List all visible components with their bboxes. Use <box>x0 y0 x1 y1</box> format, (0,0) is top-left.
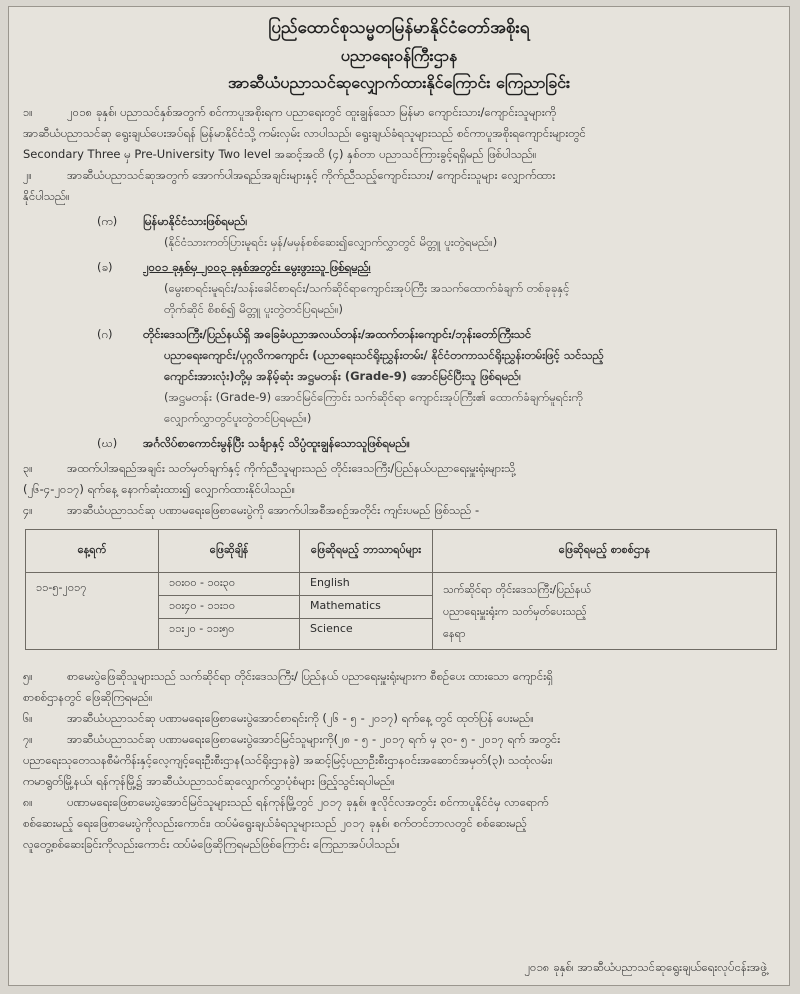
header-date: နေ့ရက် <box>26 530 159 573</box>
cell-time: ၁၀း၀၀ - ၁၀း၃၀ <box>159 573 300 596</box>
para-1-line-2: အာဆီယံပညာသင်ဆု ရွေးချယ်ပေးအပ်ရန် မြန်မာနိုင်ငံသို့ ကမ်းလှမ်း လာပါသည်၊ ရွေးချယ်ခံရသူများသည် စင်ကာပူအစိုးရကျောင်းများတွင် <box>23 126 586 140</box>
header-time: ဖြေဆိုချိန် <box>159 530 300 573</box>
paragraph-7 <box>23 729 775 792</box>
para-2-line-1: အာဆီယံပညာသင်ဆုအတွက် အောက်ပါအရည်အချင်းများနှင့် ကိုက်ညီသည့်ကျောင်းသား/ ကျောင်းသူများ လျှောက်ထား <box>67 168 556 182</box>
criterion-label: (ခ) <box>97 260 113 274</box>
venue-line-2: ပညာရေးမှူးရုံးက သတ်မှတ်ပေးသည့် <box>443 605 587 618</box>
header-venue: ဖြေဆိုရမည့် စာစစ်ဌာန <box>433 530 777 573</box>
cell-time: ၁၀း၄၀ - ၁၁း၁၀ <box>159 596 300 619</box>
cell-date: ၁၁-၅-၂၀၁၇ <box>26 573 159 650</box>
criterion-title: တိုင်းဒေသကြီး/ပြည်နယ်ရှိ အခြေခံပညာအလယ်တန်း/အထက်တန်းကျောင်း/ဘုန်းတော်ကြီးသင် <box>143 327 532 341</box>
para-6-line-1: အာဆီယံပညာသင်ဆု ပဏာမရေးဖြေစာမေးပွဲအောင်စာရင်းကို (၂၆ - ၅ - ၂၀၁၇) ရက်နေ့ တွင် ထုတ်ပြန် ပေးမည်။ <box>67 711 534 725</box>
cell-venue <box>433 573 777 650</box>
para-8-line-1: ပဏာမရေးဖြေစာမေးပွဲအောင်မြင်သူများသည် ရန်ကုန်မြို့တွင် ၂၀၁၇ ခုနှစ်၊ ဇူလိုင်လအတွင်း စင်ကာပူနိုင်ငံမှ လာရောက် <box>67 795 549 809</box>
criterion-label: (က) <box>97 214 118 228</box>
criterion-label: (ဂ) <box>97 327 113 341</box>
venue-line-3: နေရာ <box>443 627 466 640</box>
paragraph-6 <box>23 708 775 729</box>
cell-subject: Science <box>300 619 433 650</box>
para-number: ၄။ <box>23 504 33 517</box>
signature-committee: ၂၀၁၈ ခုနှစ်၊ အာဆီယံပညာသင်ဆုရွေးချယ်ရေးလုပ်ငန်းအဖွဲ့ <box>524 960 767 974</box>
criterion-note-2: လျှောက်လွှာတွင်ပူးတွဲတင်ပြရမည်။) <box>164 411 312 425</box>
venue-line-1: သက်ဆိုင်ရာ တိုင်းဒေသကြီး/ပြည်နယ် <box>443 583 592 596</box>
criterion-c <box>99 324 775 429</box>
para-3-line-2: (၂၆-၄-၂၀၁၇) ရက်နေ့ နောက်ဆုံးထား၍ လျှောက်ထားနိုင်ပါသည်။ <box>23 482 296 496</box>
criterion-d <box>99 433 775 454</box>
para-3-line-1: အထက်ပါအရည်အချင်း သတ်မှတ်ချက်နှင့် ကိုက်ညီသူများသည် တိုင်းဒေသကြီး/ပြည်နယ်ပညာရေးမှူးရုံးများသို့ <box>67 461 516 475</box>
para-number: ၅။ <box>23 670 33 683</box>
para-number: ၃။ <box>23 462 33 475</box>
para-8-line-2: စစ်ဆေးမည့် ရေးဖြေစာမေးပွဲကိုလည်းကောင်း၊ ထပ်မံရွေးချယ်ခံရသူများသည် ၂၀၁၇ ခုနှစ်၊ စက်တင်ဘာလတွင် စစ်ဆေးမည့် <box>23 816 527 830</box>
para-number: ၁။ <box>23 106 33 119</box>
para-2-line-2: နိုင်ပါသည်။ <box>23 189 70 203</box>
criterion-b <box>99 257 775 320</box>
cell-time: ၁၁း၂၀ - ၁၁း၅၀ <box>159 619 300 650</box>
para-7-line-1: အာဆီယံပညာသင်ဆု ပဏာမရေးဖြေစာမေးပွဲအောင်မြင်သူများကို(၂၈ - ၅ - ၂၀၁၇ ရက် မှ ၃၀- ၅ - ၂၀၁၇ ရက် အတွင်း <box>67 732 561 746</box>
criterion-note: (နိုင်ငံသားကတ်ပြားမူရင်း မှန်/မမှန်စစ်ဆေး၍လျှောက်လွှာတွင် မိတ္တူ ပူးတွဲရမည်။) <box>164 235 498 249</box>
para-7-line-3: ကမာရွတ်မြို့နယ်၊ ရန်ကုန်မြို့၌ အာဆီယံပညာသင်ဆုလျှောက်လွှာပုံစံများ ဖြည့်သွင်းရပါမည်။ <box>23 774 395 788</box>
criterion-a <box>99 211 775 253</box>
para-1-line-3: Secondary Three မှ Pre-University Two level အဆင့်အထိ (၄) နှစ်တာ ပညာသင်ကြားခွင့်ရရှိမည် ဖြစ်ပါသည်။ <box>23 147 537 161</box>
criterion-note: (အဋ္ဌမတန်း (Grade-9) အောင်မြင်ကြောင်း သက်ဆိုင်ရာ ကျောင်းအုပ်ကြီး၏ ထောက်ခံချက်မူရင်းကို <box>164 390 583 404</box>
header-subject: ဖြေဆိုရမည့် ဘာသာရပ်များ <box>300 530 433 573</box>
para-4-line-1: အာဆီယံပညာသင်ဆု ပဏာမရေးဖြေစာမေးပွဲကို အောက်ပါအစီအစဉ်အတိုင်း ကျင်းပမည် ဖြစ်သည် - <box>67 503 480 517</box>
exam-schedule-table <box>25 529 777 650</box>
criterion-title-3: ကျောင်းအားလုံး)တို့မှ အနိမ့်ဆုံး အဋ္ဌမတန်း (Grade-9) အောင်မြင်ပြီးသူ ဖြစ်ရမည်၊ <box>164 369 521 383</box>
para-5-line-1: စာမေးပွဲဖြေဆိုသူများသည် သက်ဆိုင်ရာ တိုင်းဒေသကြီး/ ပြည်နယ် ပညာရေးမှူးရုံးများက စီစဉ်ပေး ထားသော ကျောင်းရှိ <box>67 669 553 683</box>
paragraph-8 <box>23 792 775 855</box>
para-8-line-3: လူတွေ့စစ်ဆေးခြင်းကိုလည်းကောင်း ထပ်မံဖြေဆိုကြရမည်ဖြစ်ကြောင်း ကြေညာအပ်ပါသည်။ <box>23 837 400 851</box>
criterion-title-2: ပညာရေးကျောင်း/ပုဂ္ဂလိကကျောင်း (ပညာရေးသင်ရိုးညွှန်းတမ်း/ နိုင်ငံတကာသင်ရိုးညွှန်းတမ်းဖြင့် သင်သည့် <box>164 348 604 362</box>
para-number: ၆။ <box>23 712 33 725</box>
header-ministry: ပညာရေးဝန်ကြီးဌာန <box>340 46 458 65</box>
para-7-line-2: ပညာရေးသုတေသနစီမံကိန်းနှင့်လေ့ကျင့်ရေးဦးစီးဌာန(သင်ရိုးဌာနခွဲ) အဆင့်မြင့်ပညာဦးစီးဌာနဝင်းအဆောင်အမှတ်(၃)၊ သထုံလမ်း၊ <box>23 753 553 767</box>
table-header-row <box>26 530 777 573</box>
para-number: ၂။ <box>23 169 32 182</box>
table-row <box>26 573 777 596</box>
cell-subject: Mathematics <box>300 596 433 619</box>
paragraph-4 <box>23 500 775 521</box>
document-page <box>8 6 790 986</box>
header-title: အာဆီယံပညာသင်ဆုလျှောက်ထားနိုင်ကြောင်း ကြေညာခြင်း <box>227 73 571 92</box>
paragraph-5 <box>23 666 775 708</box>
criterion-title: အင်္ဂလိပ်စာကောင်းမွန်ပြီး သင်္ချာနှင့် သိပ္ပံထူးချွန်သောသူဖြစ်ရမည်။ <box>143 436 411 450</box>
cell-subject: English <box>300 573 433 596</box>
paragraph-2 <box>23 165 775 207</box>
para-number: ၈။ <box>23 796 33 809</box>
header-ministry-government: ပြည်ထောင်စုသမ္မတမြန်မာနိုင်ငံတော်အစိုးရ <box>268 18 530 38</box>
criterion-title: မြန်မာနိုင်ငံသားဖြစ်ရမည်၊ <box>143 214 248 228</box>
criterion-note: (မွေးစာရင်းမူရင်း/သန်းခေါင်စာရင်း/သက်ဆိုင်ရာကျောင်းအုပ်ကြီး အသက်ထောက်ခံချက် တစ်ခုခုနှင့် <box>164 281 570 295</box>
criterion-note-2: တိုက်ဆိုင် စိစစ်၍ မိတ္တူ ပူးတွဲတင်ပြရမည်။) <box>164 302 344 316</box>
para-5-line-2: စာစစ်ဌာနတွင် ဖြေဆိုကြရမည်။ <box>23 690 153 704</box>
para-1-line-1: ၂၀၁၈ ခုနှစ်၊ ပညာသင်နှစ်အတွက် စင်ကာပူအစိုးရက ပညာရေးတွင် ထူးချွန်သော မြန်မာ ကျောင်းသား/ကျောင်းသူများကို <box>67 105 557 119</box>
paragraph-1 <box>23 102 775 165</box>
para-number: ၇။ <box>23 733 33 746</box>
criterion-title: ၂၀၀၁ ခုနှစ်မှ ၂၀၀၃ ခုနှစ်အတွင်း မွေးဖွားသူ ဖြစ်ရမည်၊ <box>143 260 371 274</box>
criterion-label: (ဃ) <box>97 436 118 450</box>
paragraph-3 <box>23 458 775 500</box>
